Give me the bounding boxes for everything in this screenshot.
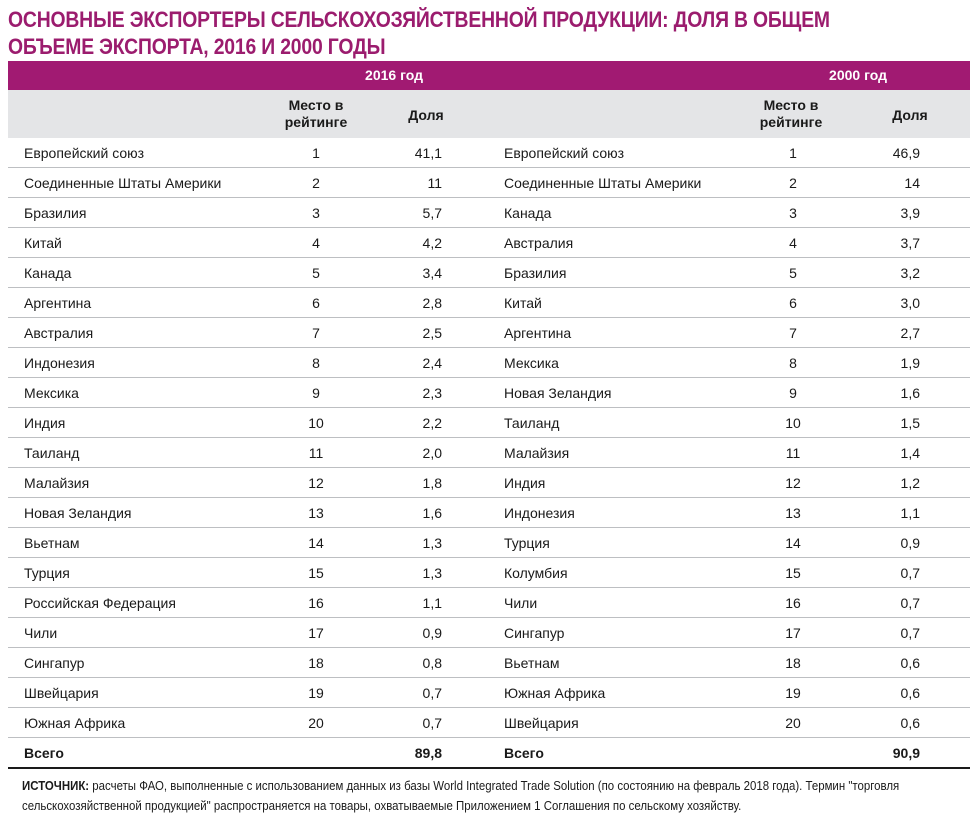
table-row	[8, 528, 970, 558]
rank-2000-cell: 15	[785, 565, 801, 581]
rank-2016-cell: 2	[312, 175, 320, 191]
share-2000-cell: 3,9	[900, 205, 920, 221]
table-row	[8, 678, 970, 708]
country-2000-cell: Колумбия	[504, 565, 568, 581]
country-2016-cell: Канада	[24, 265, 72, 281]
country-2016-cell: Таиланд	[24, 445, 80, 461]
table-row	[8, 138, 970, 168]
share-2000-cell: 14	[904, 175, 920, 191]
share-2000-cell: 46,9	[892, 145, 920, 161]
rank-2000-cell: 8	[789, 355, 797, 371]
share-2000-cell: 0,7	[900, 565, 920, 581]
rank-2016-header: Место в рейтинге	[284, 97, 348, 130]
share-2016-cell: 2,2	[422, 415, 442, 431]
rank-2000-cell: 6	[789, 295, 797, 311]
exporters-table	[8, 61, 970, 769]
rank-2016-cell: 13	[308, 505, 324, 521]
share-2016-cell: 41,1	[414, 145, 442, 161]
country-2016-cell: Индия	[24, 415, 66, 431]
rank-2000-cell: 10	[785, 415, 801, 431]
share-2016-cell: 3,4	[422, 265, 442, 281]
country-2000-cell: Малайзия	[504, 445, 570, 461]
share-2000-cell: 2,7	[900, 325, 920, 341]
rank-2000-cell: 3	[789, 205, 797, 221]
country-2000-cell: Чили	[504, 595, 538, 611]
share-2000-cell: 3,7	[900, 235, 920, 251]
share-2000-cell: 0,6	[900, 685, 920, 701]
table-row	[8, 438, 970, 468]
country-2016-cell: Европейский союз	[24, 145, 145, 161]
share-2000-cell: 1,5	[900, 415, 920, 431]
table-row	[8, 588, 970, 618]
share-2016-cell: 0,7	[422, 715, 442, 731]
share-2000-cell: 1,2	[900, 475, 920, 491]
country-2016-cell: Индонезия	[24, 355, 95, 371]
table-row	[8, 198, 970, 228]
table-row	[8, 318, 970, 348]
rank-2016-cell: 15	[308, 565, 324, 581]
rank-2016-cell: 8	[312, 355, 320, 371]
table-row	[8, 498, 970, 528]
rank-2000-cell: 19	[785, 685, 801, 701]
rank-2016-cell: 19	[308, 685, 324, 701]
table-title: ОСНОВНЫЕ ЭКСПОРТЕРЫ СЕЛЬСКОХОЗЯЙСТВЕННОЙ ПРОДУКЦИИ: ДОЛЯ В ОБЩЕМ ОБЪЕМЕ ЭКСПОРТА, 2016 И 2000 ГОДЫ	[8, 7, 830, 59]
share-2000-cell: 0,6	[900, 655, 920, 671]
rank-2000-cell: 14	[785, 535, 801, 551]
rank-2016-cell: 18	[308, 655, 324, 671]
rank-2000-cell: 11	[785, 445, 801, 461]
table-row	[8, 648, 970, 678]
share-2016-cell: 1,3	[422, 535, 442, 551]
share-2000-cell: 0,7	[900, 595, 920, 611]
table-row	[8, 288, 970, 318]
share-2016-header: Доля	[408, 107, 444, 123]
country-2016-cell: Мексика	[24, 385, 79, 401]
country-2000-cell: Соединенные Штаты Америки	[504, 175, 702, 191]
table-row	[8, 258, 970, 288]
country-2016-cell: Австралия	[24, 325, 94, 341]
year-2000-label: 2000 год	[829, 67, 887, 83]
rank-2016-cell: 11	[308, 445, 324, 461]
share-2016-cell: 5,7	[422, 205, 442, 221]
country-2016-cell: Китай	[24, 235, 62, 251]
country-2000-cell: Аргентина	[504, 325, 572, 341]
share-2000-header: Доля	[892, 107, 928, 123]
share-2016-cell: 11	[427, 175, 442, 191]
table-row	[8, 348, 970, 378]
country-2000-cell: Новая Зеландия	[504, 385, 612, 401]
share-2016-cell: 4,2	[422, 235, 442, 251]
table-row	[8, 378, 970, 408]
share-2016-cell: 0,7	[422, 685, 442, 701]
country-2000-cell: Швейцария	[504, 715, 579, 731]
table-row	[8, 708, 970, 738]
source-note	[22, 776, 911, 816]
rank-2016-cell: 10	[308, 415, 324, 431]
country-2016-cell: Чили	[24, 625, 58, 641]
table-row	[8, 408, 970, 438]
share-2016-cell: 2,5	[422, 325, 442, 341]
share-2000-cell: 3,2	[900, 265, 920, 281]
country-2000-cell: Индонезия	[504, 505, 575, 521]
share-2016-cell: 1,8	[422, 475, 442, 491]
country-2016-cell: Турция	[24, 565, 70, 581]
rank-2016-cell: 20	[308, 715, 324, 731]
country-2000-cell: Сингапур	[504, 625, 565, 641]
share-2000-cell: 1,9	[900, 355, 920, 371]
country-2000-cell: Бразилия	[504, 265, 567, 281]
table-row	[8, 168, 970, 198]
rank-2016-cell: 6	[312, 295, 320, 311]
share-2016-cell: 0,8	[422, 655, 442, 671]
country-2016-cell: Новая Зеландия	[24, 505, 132, 521]
country-2016-cell: Вьетнам	[24, 535, 80, 551]
source-label: ИСТОЧНИК:	[22, 778, 90, 793]
rank-2000-cell: 9	[789, 385, 797, 401]
share-2016-cell: 1,6	[422, 505, 442, 521]
rank-2016-cell: 16	[308, 595, 324, 611]
table-row	[8, 558, 970, 588]
rank-2000-cell: 16	[785, 595, 801, 611]
country-2016-cell: Соединенные Штаты Америки	[24, 175, 222, 191]
share-2000-cell: 0,7	[900, 625, 920, 641]
share-2000-cell: 1,4	[900, 445, 920, 461]
share-2016-cell: 1,1	[422, 595, 442, 611]
country-2016-cell: Аргентина	[24, 295, 92, 311]
share-2016-cell: 2,3	[422, 385, 442, 401]
share-2016-cell: 1,3	[422, 565, 442, 581]
total-2000-share: 90,9	[892, 745, 920, 761]
country-2016-cell: Бразилия	[24, 205, 87, 221]
share-2000-cell: 3,0	[900, 295, 920, 311]
rank-2000-cell: 13	[785, 505, 801, 521]
year-header-band	[8, 61, 970, 90]
share-2016-cell: 2,0	[422, 445, 442, 461]
country-2000-cell: Турция	[504, 535, 550, 551]
year-2016-label: 2016 год	[365, 67, 423, 83]
rank-2000-cell: 12	[785, 475, 801, 491]
rank-2016-cell: 7	[312, 325, 320, 341]
share-2000-cell: 1,1	[900, 505, 920, 521]
rank-2016-cell: 1	[312, 145, 320, 161]
country-2016-cell: Российская Федерация	[24, 595, 176, 611]
rank-2000-cell: 18	[785, 655, 801, 671]
country-2000-cell: Китай	[504, 295, 542, 311]
table-row	[8, 468, 970, 498]
country-2000-cell: Канада	[504, 205, 552, 221]
rank-2016-cell: 17	[308, 625, 324, 641]
total-row	[8, 738, 970, 769]
share-2016-cell: 2,8	[422, 295, 442, 311]
country-2000-cell: Мексика	[504, 355, 559, 371]
share-2000-cell: 0,6	[900, 715, 920, 731]
share-2016-cell: 2,4	[422, 355, 442, 371]
rank-2000-cell: 7	[789, 325, 797, 341]
rank-2000-cell: 17	[785, 625, 801, 641]
share-2000-cell: 1,6	[900, 385, 920, 401]
country-2000-cell: Европейский союз	[504, 145, 625, 161]
table-row	[8, 228, 970, 258]
country-2016-cell: Сингапур	[24, 655, 85, 671]
country-2000-cell: Индия	[504, 475, 546, 491]
rank-2000-cell: 1	[789, 145, 797, 161]
rank-2016-cell: 4	[312, 235, 320, 251]
rank-2000-cell: 5	[789, 265, 797, 281]
share-2016-cell: 0,9	[422, 625, 442, 641]
country-2000-cell: Южная Африка	[504, 685, 606, 701]
column-header-row	[8, 90, 970, 138]
table-body	[8, 138, 970, 738]
rank-2016-cell: 14	[308, 535, 324, 551]
rank-2016-cell: 12	[308, 475, 324, 491]
source-text: расчеты ФАО, выполненные с использованием данных из базы World Integrated Trade Solution (по состоянию на февраль 2018 года). Термин "торговля сельскохозяйственной продукцией" распространяется на товары, охватываемые Приложением 1 Соглашения по сельскому хозяйству.	[22, 778, 900, 813]
country-2016-cell: Швейцария	[24, 685, 99, 701]
total-2000-label: Всего	[504, 745, 544, 761]
rank-2000-cell: 20	[785, 715, 801, 731]
total-2016-label: Всего	[24, 745, 64, 761]
rank-2016-cell: 9	[312, 385, 320, 401]
country-2016-cell: Южная Африка	[24, 715, 126, 731]
share-2000-cell: 0,9	[900, 535, 920, 551]
rank-2000-cell: 2	[789, 175, 797, 191]
country-2016-cell: Малайзия	[24, 475, 90, 491]
rank-2000-cell: 4	[789, 235, 797, 251]
table-row	[8, 618, 970, 648]
country-2000-cell: Таиланд	[504, 415, 560, 431]
rank-2016-cell: 5	[312, 265, 320, 281]
rank-2016-cell: 3	[312, 205, 320, 221]
country-2000-cell: Вьетнам	[504, 655, 560, 671]
country-2000-cell: Австралия	[504, 235, 574, 251]
rank-2000-header: Место в рейтинге	[759, 97, 823, 130]
total-2016-share: 89,8	[414, 745, 442, 761]
